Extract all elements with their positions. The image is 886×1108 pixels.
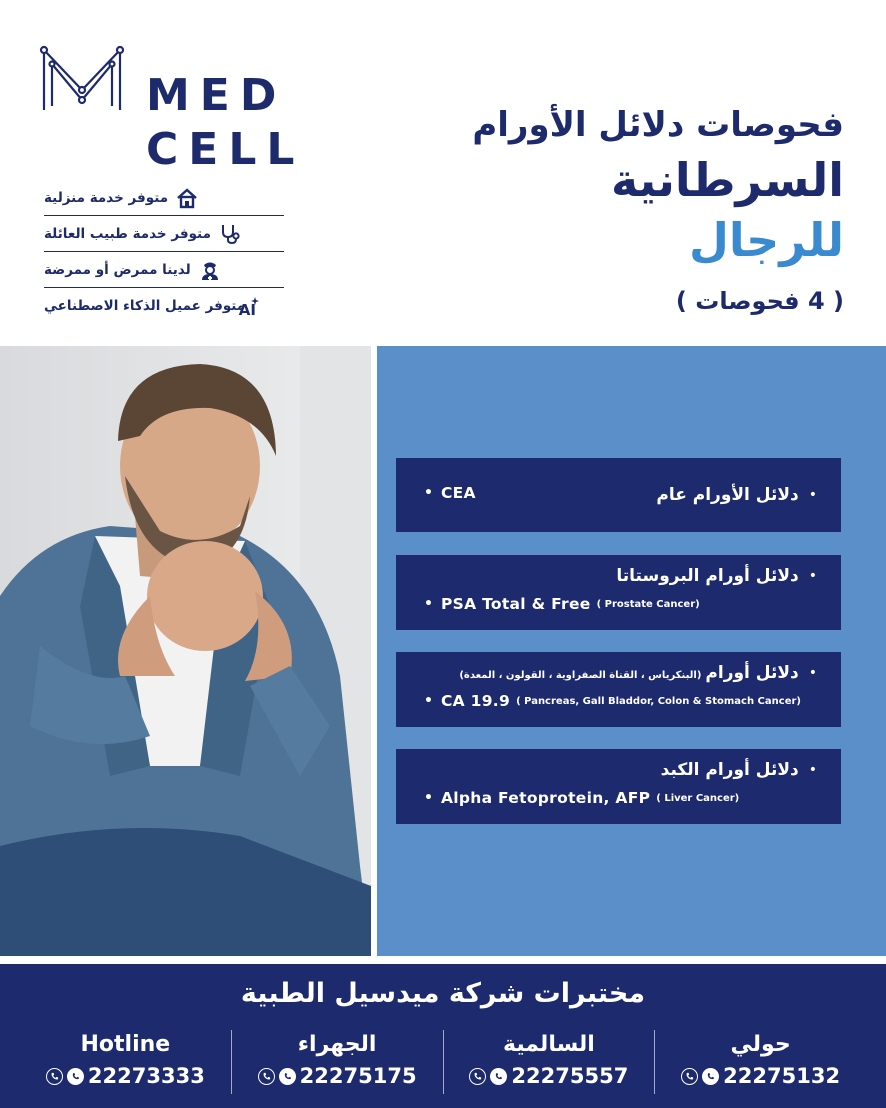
branch-name: Hotline — [80, 1032, 171, 1057]
tests-panel — [377, 346, 886, 956]
branch-jahra — [231, 1030, 443, 1094]
feature-nurse — [44, 252, 284, 288]
whatsapp-icon — [702, 1068, 719, 1085]
bullet-icon: • — [424, 790, 433, 806]
man-photo — [0, 346, 371, 956]
logo-text-med: MED — [146, 70, 287, 121]
test-card-liver — [396, 749, 841, 824]
branch-name: الجهراء — [297, 1032, 377, 1057]
phone-icon — [258, 1068, 275, 1085]
logo-mark-icon — [40, 44, 124, 114]
phone-icon — [46, 1068, 63, 1085]
bullet-icon: • — [424, 693, 433, 709]
test-arabic-note: (البنكرياس ، القناة الصفراوية ، القولون ، المعدة) — [459, 670, 702, 681]
test-english-name: Alpha Fetoprotein, AFP — [440, 789, 651, 807]
test-english-row — [418, 789, 739, 807]
svg-text:AI: AI — [238, 301, 257, 319]
branch-hawally — [654, 1030, 866, 1094]
test-english-note: ( Liver Cancer) — [656, 792, 740, 804]
whatsapp-icon — [67, 1068, 84, 1085]
branch-list — [20, 1030, 866, 1094]
feature-label: متوفر خدمة طبيب العائلة — [44, 225, 211, 242]
feature-label: لدينا ممرض أو ممرضة — [44, 261, 191, 278]
headline-line-2: السرطانية — [610, 153, 844, 207]
feature-ai-agent — [44, 288, 284, 324]
bullet-icon: • — [808, 762, 817, 778]
logo-text-cell: CELL — [146, 124, 305, 175]
medcell-logo — [40, 44, 305, 175]
bullet-icon: • — [808, 487, 817, 503]
test-arabic-name: دلائل أورام — [705, 663, 799, 683]
test-english-note: ( Prostate Cancer) — [596, 598, 700, 610]
test-english-row — [418, 595, 700, 613]
test-card-general — [396, 458, 841, 532]
branch-phone[interactable] — [655, 1064, 866, 1088]
bullet-icon: • — [808, 665, 817, 681]
home-icon — [174, 185, 200, 211]
test-english-row — [418, 692, 801, 710]
bullet-icon: • — [424, 485, 433, 501]
branch-phone[interactable] — [232, 1064, 443, 1088]
branch-phone[interactable] — [444, 1064, 655, 1088]
bullet-icon: • — [424, 596, 433, 612]
headline — [404, 100, 844, 326]
branch-name: السالمية — [502, 1032, 595, 1057]
ai-sparkle-icon — [238, 293, 277, 319]
test-arabic-name: دلائل أورام الكبد — [660, 760, 799, 780]
phone-number: 22275557 — [511, 1064, 629, 1088]
nurse-icon — [197, 257, 223, 283]
phone-icon — [681, 1068, 698, 1085]
bullet-icon: • — [808, 568, 817, 584]
phone-number: 22275132 — [723, 1064, 841, 1088]
branch-salmiya — [443, 1030, 655, 1094]
test-card-prostate — [396, 555, 841, 630]
branch-name: حولي — [730, 1032, 791, 1057]
phone-number: 22275175 — [299, 1064, 417, 1088]
test-english-note: ( Pancreas, Gall Bladdor, Colon & Stomach Cancer) — [516, 695, 801, 707]
feature-label: متوفر عميل الذكاء الاصطناعي — [44, 298, 246, 314]
test-english-name: CA 19.9 — [440, 692, 511, 710]
service-features — [44, 180, 284, 324]
test-english-name: PSA Total & Free — [440, 595, 591, 613]
feature-home-service — [44, 180, 284, 216]
test-english-name: CEA — [440, 484, 476, 502]
footer-title: مختبرات شركة ميدسيل الطبية — [240, 978, 646, 1009]
footer — [0, 964, 886, 1108]
worried-man-illustration — [0, 346, 371, 956]
test-arabic-name: دلائل أورام البروستاتا — [616, 566, 799, 586]
branch-hotline — [20, 1030, 231, 1094]
whatsapp-icon — [279, 1068, 296, 1085]
whatsapp-icon — [490, 1068, 507, 1085]
branch-phone[interactable] — [20, 1064, 231, 1088]
feature-label: متوفر خدمة منزلية — [44, 189, 169, 206]
test-english-row — [418, 484, 476, 502]
feature-family-doctor — [44, 216, 284, 252]
stethoscope-icon — [217, 221, 243, 247]
phone-icon — [469, 1068, 486, 1085]
phone-number: 22273333 — [87, 1064, 205, 1088]
headline-line-3: للرجال — [688, 213, 844, 267]
test-card-gi — [396, 652, 841, 727]
test-arabic-name: دلائل الأورام عام — [656, 485, 799, 505]
headline-line-1: فحوصات دلائل الأورام — [472, 105, 844, 145]
tests-count: ( 4 فحوصات ) — [675, 287, 844, 315]
